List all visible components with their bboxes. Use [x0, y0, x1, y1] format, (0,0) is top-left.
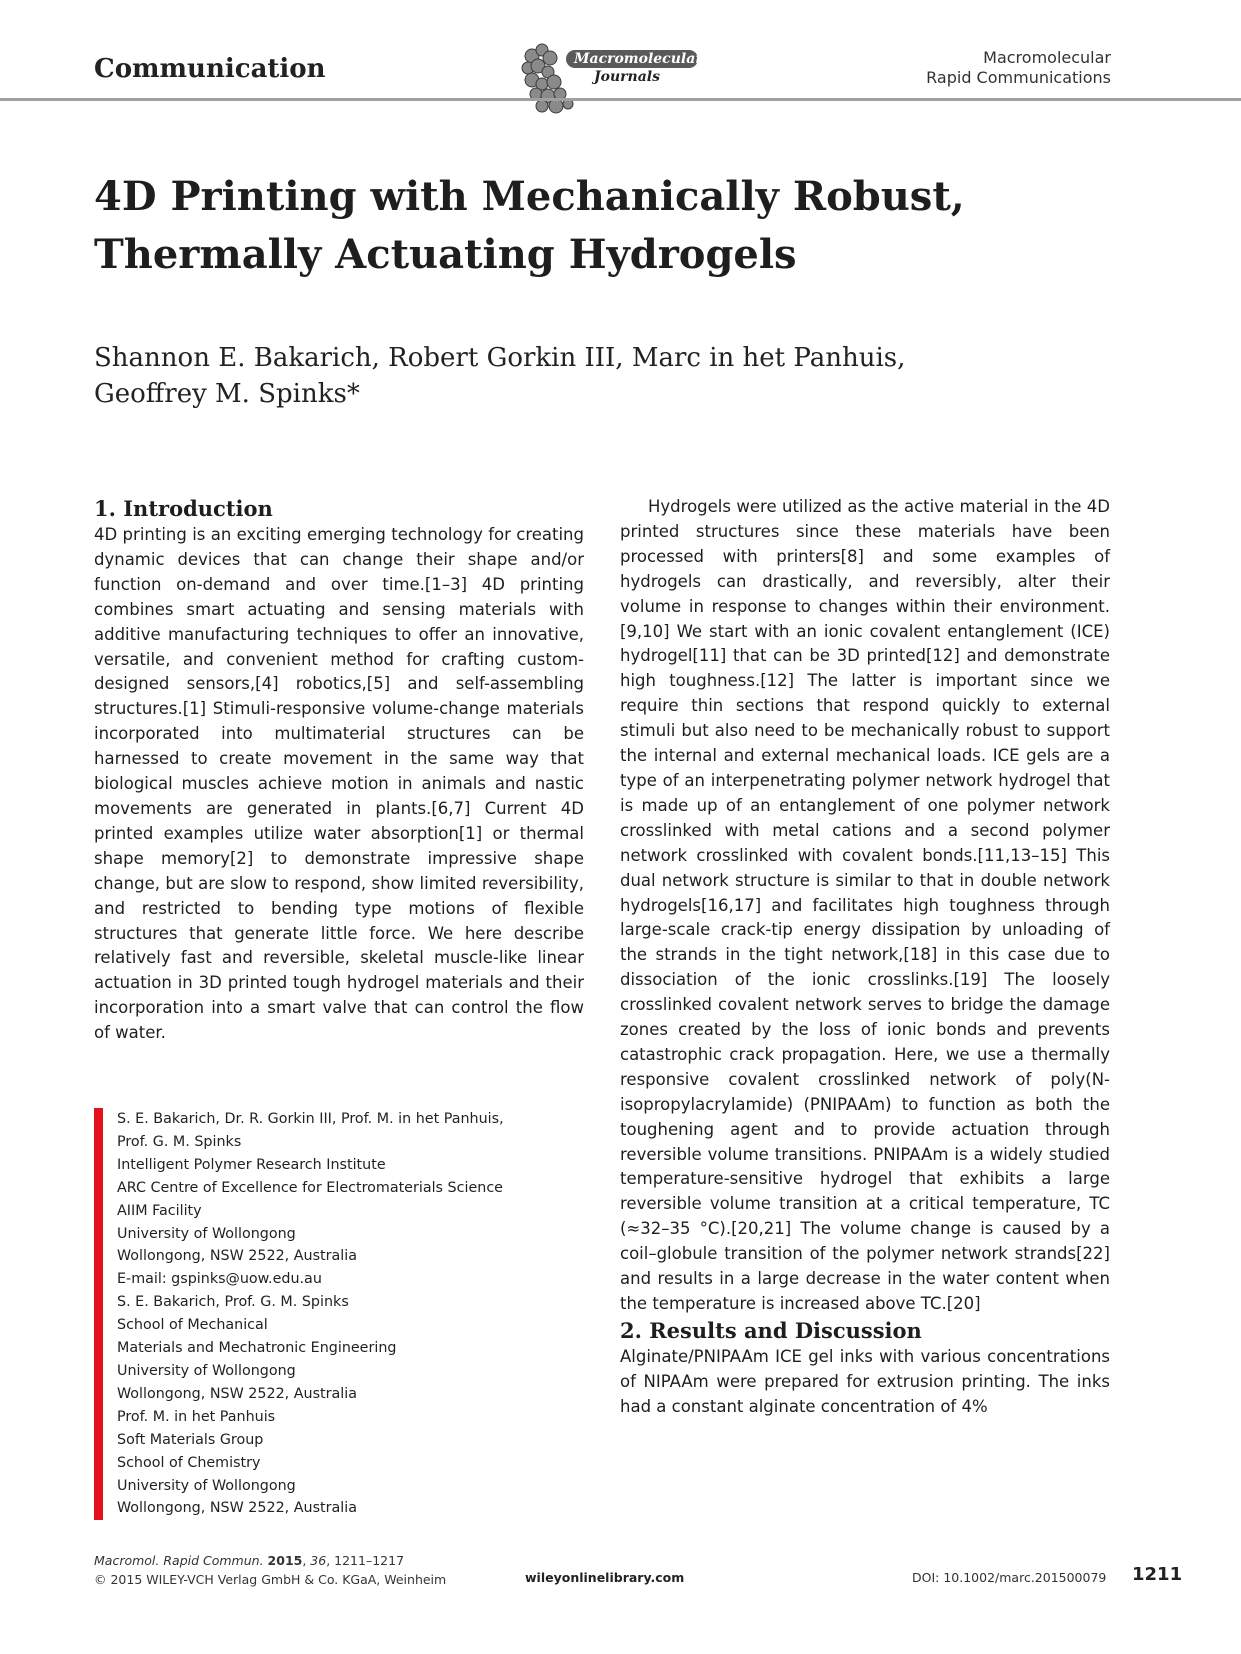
- citation-volume: 36: [310, 1553, 327, 1568]
- affiliation-line: University of Wollongong: [117, 1362, 296, 1379]
- footer-website-link[interactable]: wileyonlinelibrary.com: [525, 1570, 685, 1585]
- title-line1: 4D Printing with Mechanically Robust,: [94, 173, 965, 220]
- affiliation-line: S. E. Bakarich, Dr. R. Gorkin III, Prof. M. in het Panhuis,: [117, 1111, 504, 1127]
- logo-line2: Journals: [594, 69, 660, 85]
- results-heading: 2. Results and Discussion: [620, 1317, 922, 1343]
- article-type-label: Communication: [94, 54, 326, 84]
- affiliation-line: Soft Materials Group: [117, 1431, 264, 1448]
- citation-year: 2015: [267, 1553, 303, 1568]
- citation-journal: Macromol. Rapid Commun.: [94, 1553, 264, 1568]
- right-column: [620, 495, 1110, 1420]
- footer-citation: Macromol. Rapid Commun. 2015, 36, 1211–1217: [94, 1553, 405, 1568]
- hydrogel-paragraph: Hydrogels were utilized as the active material in the 4D printed structures since these materials have been processed with printers[8] and some examples of hydrogels can drastically, and reversibly, alter their volume in response to changes within their environment.[9,10] We start with an ionic covalent entanglement (ICE) hydrogel[11] that can be 3D printed[12] and demonstrate high toughness.[12] The latter is important since we require thin sections that respond quickly to external stimuli but also need to be mechanically robust to support the internal and external mechanical loads. ICE gels are a type of an interpenetrating polymer network hydrogel that is made up of an entanglement of one polymer network crosslinked with metal cations and a second polymer network crosslinked with covalent bonds.[11,13–15] This dual network structure is similar to that in double network hydrogels[16,17] and facilitates high toughness through large-scale crack-tip energy dissipation by unloading of the strands in the tight network,[18] in this case due to dissociation of the ionic crosslinks.[19] The loosely crosslinked covalent network serves to bridge the damage zones created by the loss of ionic bonds and prevents catastrophic crack propagation. Here, we use a thermally responsive covalent crosslinked network of poly(N-isopropylacrylamide) (PNIPAAm) to function as both the toughening agent and to provide actuation through reversible volume transitions. PNIPAAm is a widely studied temperature-sensitive hydrogel that exhibits a large reversible volume transition at a critical temperature, TC (≈32–35 °C).[20,21] The volume change is caused by a coil–globule transition of the polymer network strands[22] and results in a large decrease in the water content when the temperature is increased above TC.[20]: [620, 497, 1110, 1313]
- footer-citation-block: [94, 1551, 534, 1589]
- intro-heading: 1. Introduction: [94, 496, 273, 521]
- footer-doi: DOI: 10.1002/marc.201500079: [912, 1570, 1107, 1585]
- affiliation-line: Wollongong, NSW 2522, Australia: [117, 1500, 358, 1517]
- article-title: [94, 168, 994, 284]
- title-line2: Thermally Actuating Hydrogels: [94, 231, 797, 278]
- journal-name: [926, 48, 1111, 88]
- affiliation-line: School of Chemistry: [117, 1454, 261, 1471]
- affiliation-line: Wollongong, NSW 2522, Australia: [117, 1385, 358, 1402]
- journal-name-line1: Macromolecular: [983, 48, 1111, 67]
- affiliation-line: University of Wollongong: [117, 1225, 296, 1242]
- footer-copyright: © 2015 WILEY-VCH Verlag GmbH & Co. KGaA, Weinheim: [94, 1572, 447, 1587]
- journal-name-line2: Rapid Communications: [926, 68, 1111, 87]
- affiliation-line: Prof. M. in het Panhuis: [117, 1408, 276, 1425]
- results-paragraph: Alginate/PNIPAAm ICE gel inks with various concentrations of NIPAAm were prepared for extrusion printing. The inks had a constant alginate concentration of 4%: [620, 1346, 1110, 1416]
- logo-line1: Macromolecular: [566, 50, 698, 68]
- author-list: Shannon E. Bakarich, Robert Gorkin III, Marc in het Panhuis, Geoffrey M. Spinks*: [94, 343, 906, 409]
- affiliation-line: Wollongong, NSW 2522, Australia: [117, 1248, 358, 1265]
- intro-paragraph: 4D printing is an exciting emerging technology for creating dynamic devices that can change their shape and/or function on-demand and over time.[1–3] 4D printing combines smart actuating and sensing materials with additive manufacturing techniques to offer an innovative, versatile, and convenient method for crafting custom-designed sensors,[4] robotics,[5] and self-assembling structures.[1] Stimuli-responsive volume-change materials incorporated into multimaterial structures can be harnessed to create movement in the same way that biological muscles achieve motion in animals and nastic movements are generated in plants.[6,7] Current 4D printed examples utilize water absorption[1] or thermal shape memory[2] to demonstrate impressive shape change, but are slow to respond, show limited reversibility, and restricted to bending type motions of flexible structures that generate little force. We here describe relatively fast and reversible, skeletal muscle-like linear actuation in 3D printed tough hydrogel materials and their incorporation into a smart valve that can control the flow of water.: [94, 525, 584, 1043]
- affiliation-line: AIIM Facility: [117, 1202, 202, 1219]
- header-divider: [0, 98, 1241, 101]
- affiliation-line: ARC Centre of Excellence for Electromaterials Science: [117, 1179, 503, 1196]
- page-number: 1211: [1132, 1564, 1183, 1585]
- affiliation-email[interactable]: E-mail: gspinks@uow.edu.au: [117, 1271, 322, 1288]
- affiliation-block: [94, 1108, 607, 1520]
- left-column: [94, 495, 584, 1046]
- affiliation-line: Prof. G. M. Spinks: [117, 1133, 242, 1150]
- affiliation-line: Materials and Mechatronic Engineering: [117, 1340, 397, 1357]
- affiliation-line: School of Mechanical: [117, 1317, 268, 1334]
- affiliation-line: University of Wollongong: [117, 1477, 296, 1494]
- affiliation-line: S. E. Bakarich, Prof. G. M. Spinks: [117, 1294, 349, 1311]
- journal-logo: [518, 38, 703, 116]
- affiliation-line: Intelligent Polymer Research Institute: [117, 1156, 386, 1173]
- citation-pages: 1211–1217: [334, 1553, 405, 1568]
